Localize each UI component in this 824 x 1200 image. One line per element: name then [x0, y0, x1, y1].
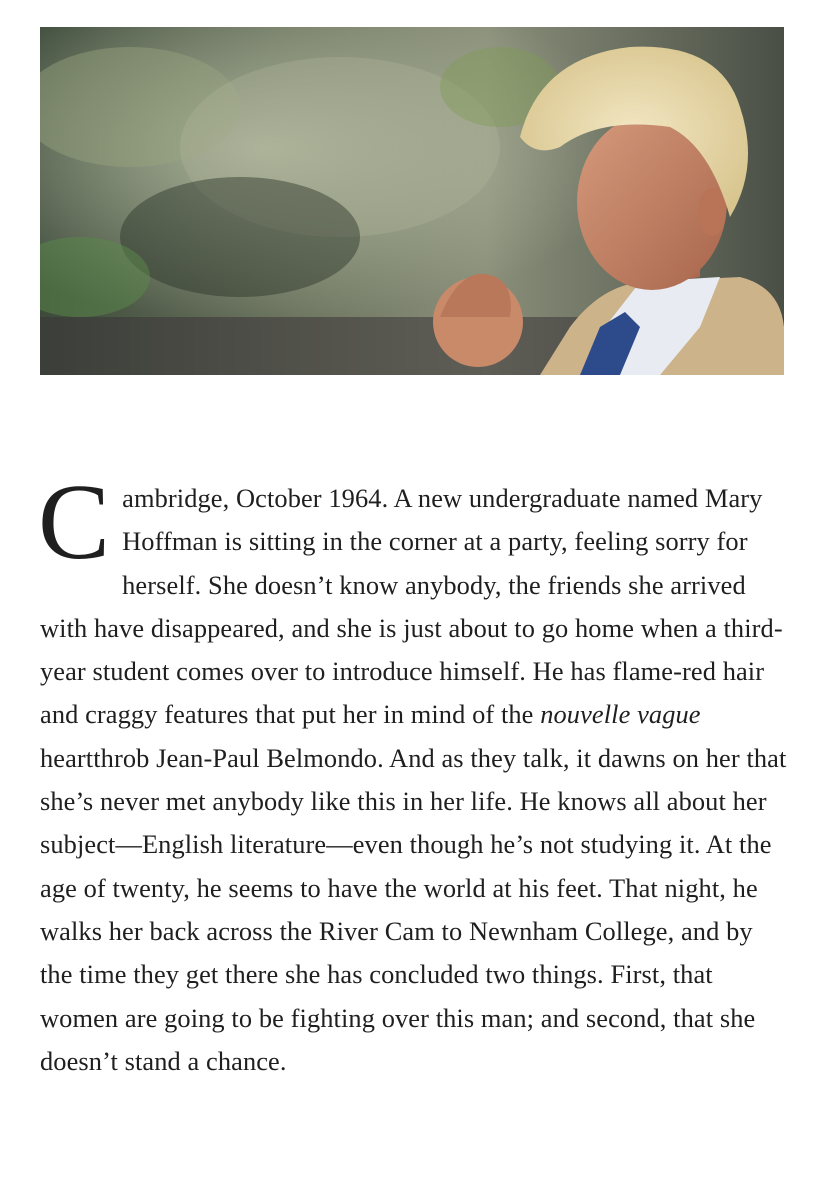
speaker-photo-illustration — [40, 27, 784, 375]
paragraph-text-end: heartthrob Jean-Paul Belmondo. And as they talk, it dawns on her that she’s never met anybody like this in her life. He knows all about her subject—English literature—even though he’s not studying it. At the age of twenty, he seems to have the world at his feet. That night, he walks her back across the River Cam to Newnham College, and by the time they get there she has concluded two things. First, that women are going to be fighting over this man; and second, that she doesn’t stand a chance. — [40, 742, 787, 1076]
drop-cap: C — [38, 463, 111, 582]
paragraph-text-italic: nouvelle vague — [540, 699, 701, 730]
paragraph-text-start: ambridge, October 1964. A new undergraduate named Mary Hoffman is sitting in the corner at a party, feeling sorry for herself. She doesn’t know anybody, the friends she arrived with have disappeared, and she is just about to go home when a third-year student comes over to introduce himself. He has flame-red hair and craggy features that put her in mind of the — [40, 483, 783, 730]
hero-photo — [40, 27, 784, 375]
article-body — [38, 463, 790, 1083]
